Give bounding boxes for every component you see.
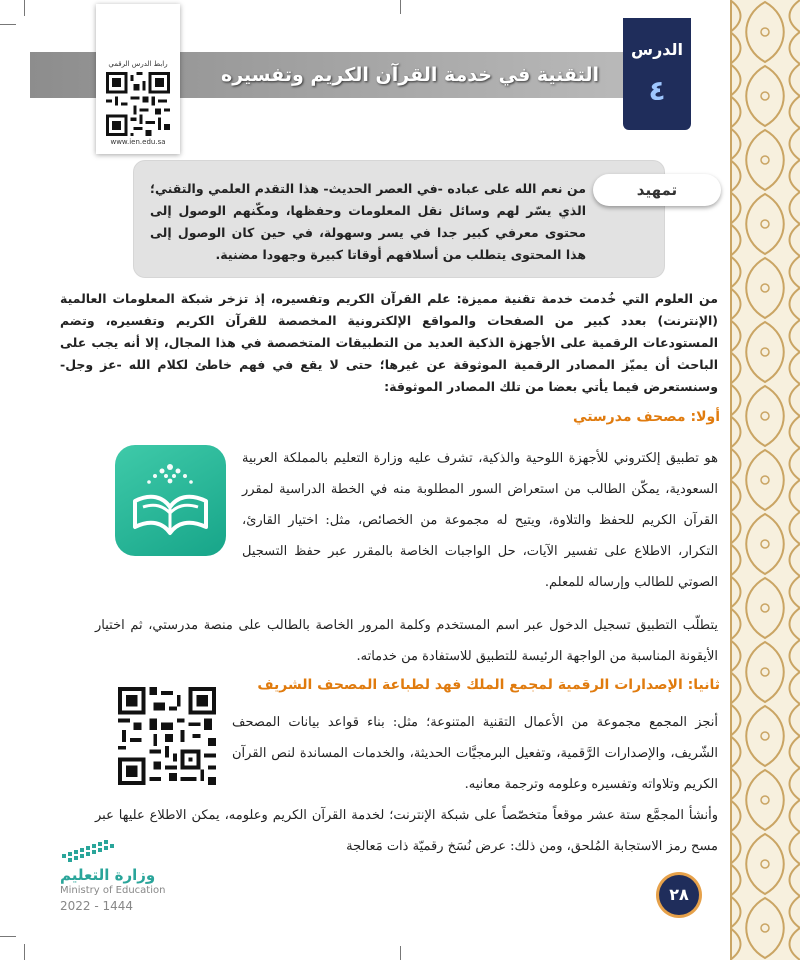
lesson-title: التقنية في خدمة القرآن الكريم وتفسيره: [221, 64, 599, 86]
lesson-label: الدرس: [630, 40, 684, 59]
main-paragraph: من العلوم التي خُدمت خدمة تقنية مميزة: علم القرآن الكريم وتفسيره، إذ تزخر شبكة المعلومات العالمية (الإنترنت) بعدد كبير من الصفحات والمواقع الإلكترونية المخصصة للقرآن الكريم وتفسيره، وتضم المستودعات الرقمية على الأجهزة الذكية العديد من التطبيقات المتخصصة في هذا المجال، إلا أنه يجب على الباحث أن يميّز المصادر الرقمية الموثوقة عن غيرها؛ حتى لا يقع في فهم خاطئ لكلام الله -عز وجل- وسنستعرض فيما يأتي بعضا من تلك المصادر الموثوقة:: [60, 291, 718, 394]
crop-mark: [400, 946, 401, 960]
page-number: ٢٨: [659, 875, 699, 915]
lesson-number: ٤: [648, 74, 666, 107]
section-heading-king-fahd-complex: ثانيا: الإصدارات الرقمية لمجمع الملك فهد لطباعة المصحف الشريف: [257, 677, 720, 693]
crop-mark: [400, 0, 401, 14]
intro-text: من نعم الله على عباده -في العصر الحديث- هذا التقدم العلمي والتقني؛ الذي يسّر لهم وسائل نقل المعلومات وحفظها، ومكّنهم الوصول إلى محتوى معرفي كبير جدا في يسر وسهولة، في حين كان الوصول إلى هذا المحتوى يتطلب من أسلافهم أوقاتا كبيرة وجهودا مضنية.: [150, 181, 586, 262]
qr-card-url[interactable]: www.ien.edu.sa: [110, 138, 166, 146]
intro-label: تمهيد: [636, 181, 678, 199]
crop-mark: [0, 24, 16, 25]
edition-year: 2022 - 1444: [60, 899, 134, 913]
ministry-name-arabic: وزارة التعليم: [60, 866, 156, 884]
madrasati-mushaf-app-icon: [115, 445, 226, 556]
qr-card-label: رابط الدرس الرقمي: [108, 60, 168, 68]
qr-code-icon[interactable]: [118, 687, 216, 785]
section1-paragraph-2: يتطلّب التطبيق تسجيل الدخول عبر اسم المستخدم وكلمة المرور الخاصة بالطالب على منصة مدرستي، ثم اختيار الأيقونة المناسبة من الواجهة الرئيسة للتطبيق للاستفادة من خدماته.: [95, 618, 718, 664]
crop-mark: [24, 0, 25, 16]
ministry-logo-icon: [58, 836, 132, 866]
section-heading-madrasati: أولا: مصحف مدرستي: [573, 409, 720, 425]
crop-mark: [0, 936, 16, 937]
section2-paragraph-1: أنجز المجمع مجموعة من الأعمال التقنية المتنوعة؛ مثل: بناء قواعد بيانات المصحف الشّريف، والإصدارات الرَّقمية، وتفعيل البرمجيَّات الحديثة، والخدمات المساندة لنص القرآن الكريم وتلاواته وتفسيره وعلومه وترجمة معانيه.: [232, 715, 718, 792]
section1-paragraph-1: هو تطبيق إلكتروني للأجهزة اللوحية والذكية، تشرف عليه وزارة التعليم بالمملكة العربية السعودية، يمكّن الطالب من استعراض السور المطلوبة منه في الخطة الدراسية لمقرر القرآن الكريم للحفظ والتلاوة، ويتيح له مجموعة من الخصائص، مثل: اختيار القارئ، التكرار، الاطلاع على تفسير الآيات، حل الواجبات الخاصة بالمقرر عبر حفظ التسجيل الصوتي للطالب وإرساله للمعلم.: [242, 451, 718, 590]
section2-paragraph-2: وأنشأ المجمَّع ستة عشر موقعاً متخصّصاً على شبكة الإنترنت؛ لخدمة القرآن الكريم وعلومه، يمكن الاطلاع عليها عبر مسح رمز الاستجابة المُلحق، ومن ذلك: عرض نُسَخ رقميّة ذات مَعالجة: [95, 808, 718, 854]
crop-mark: [24, 944, 25, 960]
ministry-name-english: Ministry of Education: [60, 885, 166, 896]
qr-code-icon[interactable]: [106, 72, 170, 136]
decorative-border: [730, 0, 800, 960]
